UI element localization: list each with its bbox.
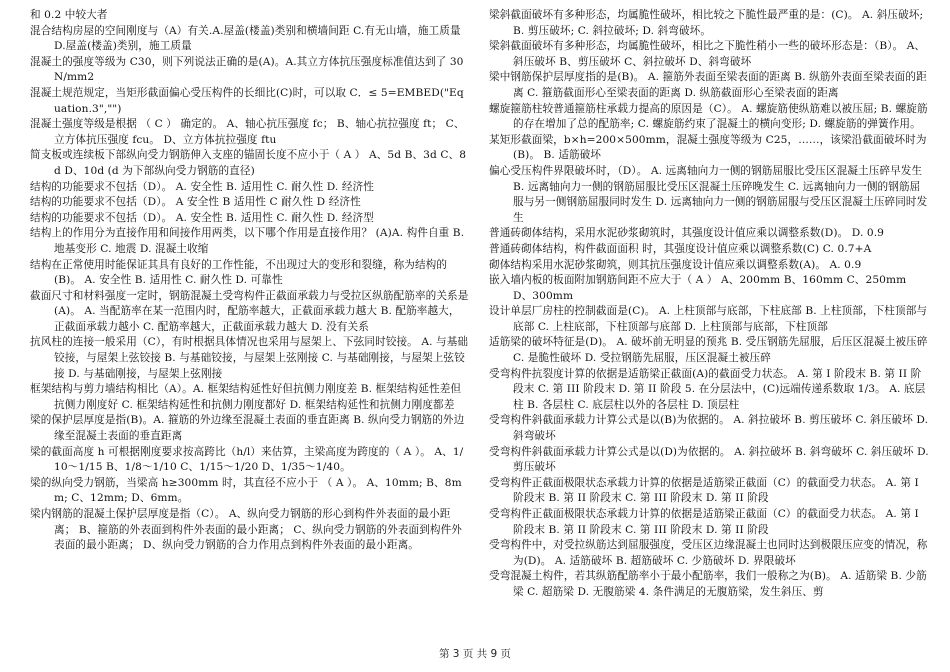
question-item: 抗风柱的连接一般采用（C），有时根据具体情况也采用与屋架上、下弦同时铰接。 A. 与基础铰接，与屋架上弦铰接 B. 与基础铰接，与屋架上弦刚接 C. 与基础刚接，与屋架上弦铰接 D. 与基础刚接，与屋架上弦刚接 (30, 336, 469, 380)
question-item: 受弯构件中，对受拉纵筋达到屈服强度，受压区边缘混凝土也同时达到极限压应变的情况，称为(D)。 A. 适筋破坏 B. 超筋破坏 C. 少筋破坏 D. 界限破坏 (489, 539, 928, 567)
question-item: 结构在正常使用时能保证其具有良好的工作性能，不出现过大的变形和裂缝，称为结构的(B)。 A. 安全性 B. 适用性 C. 耐久性 D. 可靠性 (30, 258, 448, 287)
question-item: 梁斜截面破坏有多种形态，均属脆性破坏，相比较之下脆性最严重的是：(C)。 A. 斜压破坏; B. 剪压破坏; C. 斜拉破坏; D. 斜弯破坏。 (489, 9, 924, 37)
question-item: 普通砖砌体结构，构件截面面积 时，其强度设计值应乘以调整系数(C) C. 0.7+A (489, 242, 872, 255)
question-item: 受弯混凝土构件，若其纵筋配筋率小于最小配筋率，我们一般称之为(B)。 A. 适筋梁 B. 少筋梁 C. 超筋梁 D. 无腹筋梁 4. 条件满足的无腹筋梁，发生斜压、剪 (489, 570, 927, 598)
question-item: 螺旋箍筋柱较普通箍筋柱承载力提高的原因是（C）。 A. 螺旋筋使纵筋难以被压屈; B. 螺旋筋的存在增加了总的配筋率; C. 螺旋筋约束了混凝土的横向变形; D. 螺旋筋的弹簧作用。 (489, 102, 928, 131)
question-item: 受弯构件抗裂度计算的依据是适筋梁正截面(A)的截面受力状态。 A. 第 I 阶段末 B. 第 II 阶段末 C. 第 III 阶段末 D. 第 II 阶段 5. 在分层法中，(C)远端传递系数取 1/3。 A. 底层柱 B. 各层柱 C. 底层柱以外的各层柱 D. 顶层柱 (489, 367, 926, 411)
question-item: 设计单层厂房柱的控制截面是(C)。 A. 上柱顶部与底部，下柱底部 B. 上柱顶部，下柱顶部与底部 C. 上柱底部，下柱顶部与底部 D. 上柱顶部与底部，下柱顶部 (489, 305, 928, 333)
question-item: 受弯构件斜截面承载力计算公式是以(B)为依据的。 A. 斜拉破坏 B. 剪压破坏 C. 斜压破坏 D. 斜弯破坏 (489, 414, 929, 443)
page-number-footer: 第 3 页 共 9 页 (438, 648, 512, 660)
question-item: 梁斜截面破坏有多种形态，均属脆性破坏，相比之下脆性稍小一些的破坏形态是：（B）。 A、斜压破坏 B、剪压破坏 C、斜拉破坏 D、斜弯破坏 (489, 40, 926, 68)
question-item: 砌体结构采用水泥砂浆砌筑，则其抗压强度设计值应乘以调整系数(A)。 A. 0.9 (489, 258, 862, 271)
left-column (30, 8, 470, 554)
question-item: 结构上的作用分为直接作用和间接作用两类，以下哪个作用是直接作用？ (A)A. 构件自重 B. 地基变形 C. 地震 D. 混凝土收缩 (30, 227, 465, 255)
question-item: 梁的保护层厚度是指(B)。A. 箍筋的外边缘至混凝土表面的垂直距离 B. 纵向受力钢筋的外边缘至混凝土表面的垂直距离 (30, 414, 465, 443)
question-item: 截面尺寸和材料强度一定时，钢筋混凝土受弯构件正截面承载力与受拉区纵筋配筋率的关系是(A)。 A. 当配筋率在某一范围内时，配筋率越大，正截面承载力越大 B. 配筋率越大，正截面承载力越小 C. 配筋率越大，正截面承载力越大 D. 没有关系 (30, 289, 469, 333)
question-item: 梁中钢筋保护层厚度指的是(B)。 A. 箍筋外表面至梁表面的距离 B. 纵筋外表面至梁表面的距离 C. 箍筋截面形心至梁表面的距离 D. 纵筋截面形心至梁表面的距离 (489, 71, 927, 99)
question-item: 偏心受压构件界限破坏时，（D）。 A. 远离轴向力一侧的钢筋屈服比受压区混凝土压碎早发生 B. 远离轴向力一侧的钢筋屈服比受压区混凝土压碎晚发生 C. 远离轴向力一侧的钢筋屈服与另一侧钢筋屈服同时发生 D. 远离轴向力一侧的钢筋屈服与受压区混凝土压碎同时发生 (489, 164, 928, 224)
question-item: 普通砖砌体结构，采用水泥砂浆砌筑时，其强度设计值应乘以调整系数(D)。 D. 0.9 (489, 227, 885, 240)
question-item: 受弯构件斜截面承载力计算公式是以(D)为依据的。 A. 斜拉破坏 B. 斜弯破坏 C. 斜压破坏 D. 剪压破坏 (489, 445, 929, 474)
question-item: 结构的功能要求不包括（D）。 A 安全性 B 适用性 C 耐久性 D 经济性 (30, 196, 361, 209)
question-item: 嵌入墙内板的板面附加钢筋间距不应大于（ A ） A、200mm B、160mm C、250mm D、300mm (489, 274, 907, 302)
question-item: 和 0.2 中较大者 (30, 9, 108, 21)
right-column (489, 8, 929, 601)
question-item: 混合结构房屋的空间刚度与（A）有关.A.屋盖(楼盖)类别和横墙间距 C.有无山墙，施工质量 D.屋盖(楼盖)类别，施工质量 (30, 24, 461, 53)
question-item: 受弯构件正截面极限状态承载力计算的依据是适筋梁正截面（C）的截面受力状态。 A. 第 I 阶段末 B. 第 II 阶段末 C. 第 III 阶段末 D. 第 II 阶段 (489, 508, 919, 536)
question-item: 某矩形截面梁，b×h=200×500mm，混凝土强度等级为 C25，……，该梁沿截面破坏时为(B)。 B. 适筋破坏 (489, 133, 927, 162)
question-item: 结构的功能要求不包括（D）。 A. 安全性 B. 适用性 C. 耐久性 D. 经济性 (30, 180, 374, 193)
question-item: 混凝土规范规定，当矩形截面偏心受压构件的长细比(C)时，可以取 C．≤ 5=EMBED("Equation.3","") (30, 86, 464, 115)
question-item: 框架结构与剪力墙结构相比（A）。A. 框架结构延性好但抗侧力刚度差 B. 框架结构延性差但抗侧力刚度好 C. 框架结构延性和抗侧力刚度都好 D. 框架结构延性和抗侧力刚度都差 (30, 383, 462, 411)
question-item: 混凝土强度等级是根据 （ C ） 确定的。 A、轴心抗压强度 fc； B、轴心抗拉强度 ft； C、立方体抗压强度 fcu。 D、立方体抗拉强度 ftu (30, 118, 465, 146)
question-item: 受弯构件正截面极限状态承载力计算的依据是适筋梁正截面（C）的截面受力状态。 A. 第 I 阶段末 B. 第 II 阶段末 C. 第 III 阶段末 D. 第 II 阶段 (489, 476, 919, 505)
question-item: 梁的纵向受力钢筋，当梁高 h≥300mm 时，其直径不应小于 （ A ）。 A、10mm; B、8mm; C、12mm; D、6mm。 (30, 476, 462, 505)
question-item: 梁的截面高度 h 可根据刚度要求按高跨比（h/l）来估算，主梁高度为跨度的（ A ）。 A、1/10～1/15 B、1/8～1/10 C、1/15～1/20 D、1/35～1/40。 (30, 445, 464, 474)
question-item: 混凝土的强度等级为 C30，则下列说法正确的是(A)。A.其立方体抗压强度标准值达到了 30N/mm2 (30, 55, 464, 84)
question-item: 适筋梁的破坏特征是(D)。 A. 破坏前无明显的预兆 B. 受压钢筋先屈服，后压区混凝土被压碎 C. 是脆性破坏 D. 受拉钢筋先屈服，压区混凝土被压碎 (489, 336, 928, 365)
question-item: 梁内钢筋的混凝土保护层厚度是指（C）。 A、纵向受力钢筋的形心到构件外表面的最小距离； B、箍筋的外表面到构件外表面的最小距离； C、纵向受力钢筋的外表面到构件外表面的最小距离； D、纵向受力钢筋的合力作用点到构件外表面的最小距离。 (30, 508, 462, 552)
question-item: 简支板或连续板下部纵向受力钢筋伸入支座的锚固长度不应小于（ A ） A、5d B、3d C、8d D、10d (d 为下部纵向受力钢筋的直径) (30, 149, 467, 177)
question-item: 结构的功能要求不包括（D）。 A. 安全性 B. 适用性 C. 耐久性 D. 经济型 (30, 211, 374, 224)
